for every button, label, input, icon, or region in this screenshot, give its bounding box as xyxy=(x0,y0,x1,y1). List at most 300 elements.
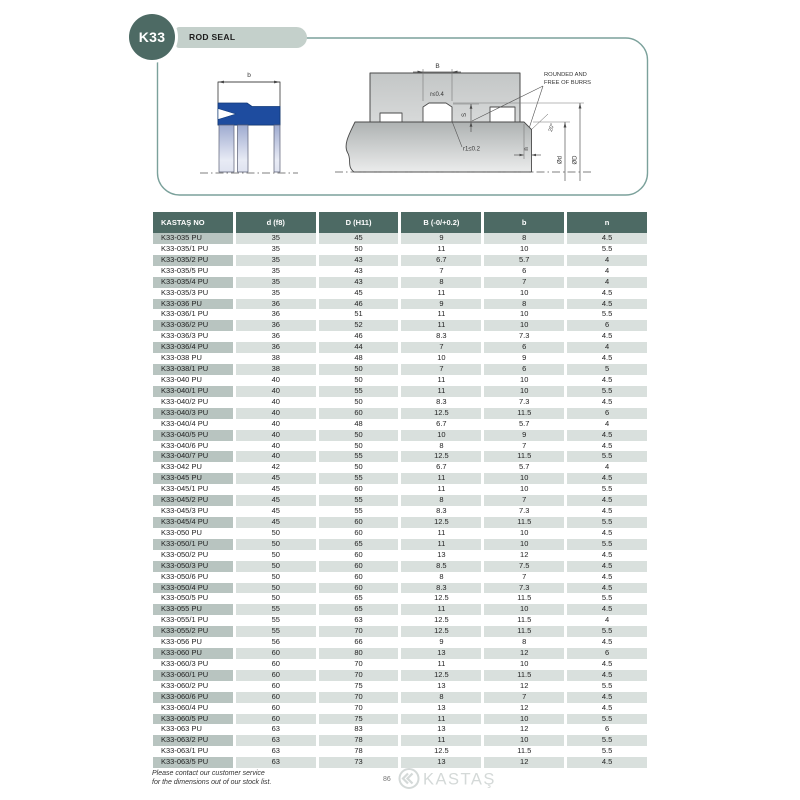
value-cell: 46 xyxy=(319,299,399,310)
value-cell: 9 xyxy=(401,233,481,244)
value-cell: 4.5 xyxy=(567,692,647,703)
part-number-cell: K33-055/2 PU xyxy=(153,626,233,637)
value-cell: 75 xyxy=(354,680,363,690)
value-cell: 13 xyxy=(401,648,481,659)
table-row xyxy=(153,637,647,648)
value-cell: 63 xyxy=(271,724,280,734)
value-cell: 36 xyxy=(271,309,280,319)
value-cell: 7 xyxy=(401,364,481,375)
value-cell: 5.5 xyxy=(567,735,647,746)
value-cell: 70 xyxy=(354,702,363,712)
value-cell: 4 xyxy=(604,462,610,472)
table-row xyxy=(153,528,647,539)
part-number-cell: K33-040/7 PU xyxy=(153,451,233,462)
value-cell: 8 xyxy=(522,637,527,647)
value-cell: 5.5 xyxy=(601,243,613,253)
value-cell: 50 xyxy=(271,593,280,603)
value-cell: 43 xyxy=(354,265,363,275)
value-cell: 11 xyxy=(437,287,446,297)
value-cell: 11 xyxy=(437,243,446,253)
value-cell: 4.5 xyxy=(601,571,613,581)
part-number-cell: K33-036/1 PU xyxy=(161,309,209,319)
value-cell: 70 xyxy=(319,626,399,637)
value-cell: 78 xyxy=(319,735,399,746)
value-cell: 11.5 xyxy=(484,670,564,681)
value-cell: 11.5 xyxy=(484,517,564,528)
value-cell: 8 xyxy=(401,277,481,288)
value-cell: 40 xyxy=(236,430,316,441)
value-cell: 45 xyxy=(271,506,280,516)
value-cell: 43 xyxy=(319,255,399,266)
value-cell: 55 xyxy=(354,506,363,516)
table-row xyxy=(153,495,647,506)
secondary-groove-left xyxy=(380,113,402,122)
value-cell: 7.3 xyxy=(519,396,530,406)
value-cell: 8 xyxy=(401,495,481,506)
table-row xyxy=(153,309,647,320)
value-cell: 50 xyxy=(236,561,316,572)
value-cell: 4.5 xyxy=(601,658,613,668)
table-row xyxy=(153,299,647,310)
value-cell: 40 xyxy=(236,386,316,397)
value-cell: 50 xyxy=(271,549,280,559)
part-number-cell: K33-055/1 PU xyxy=(161,615,209,625)
dim-b-label: b xyxy=(247,72,251,79)
value-cell: 60 xyxy=(354,549,363,559)
value-cell: 60 xyxy=(354,571,363,581)
value-cell: 12.5 xyxy=(401,408,481,419)
part-number-cell: K33-060 PU xyxy=(153,648,233,659)
value-cell: 6 xyxy=(567,648,647,659)
value-cell: 12.5 xyxy=(401,517,481,528)
value-cell: 50 xyxy=(354,374,363,384)
value-cell: 50 xyxy=(271,571,280,581)
value-cell: 42 xyxy=(271,462,280,472)
value-cell: 13 xyxy=(437,680,446,690)
table-row xyxy=(153,419,647,430)
part-number-cell: K33-035/2 PU xyxy=(153,255,233,266)
table-row xyxy=(153,288,647,299)
value-cell: 8 xyxy=(439,440,444,450)
value-cell: 50 xyxy=(354,396,363,406)
rod xyxy=(346,122,531,172)
part-number-cell: K33-056 PU xyxy=(161,637,202,647)
value-cell: 12 xyxy=(520,702,529,712)
value-cell: 48 xyxy=(354,353,363,363)
footer-note-line1: Please contact our customer service xyxy=(152,770,265,777)
value-cell: 4.5 xyxy=(567,670,647,681)
footer-note-line2: for the dimensions out of our stock list. xyxy=(152,778,272,786)
table-row xyxy=(153,233,647,244)
table-row xyxy=(153,735,647,746)
value-cell: 50 xyxy=(236,539,316,550)
value-cell: 12 xyxy=(520,724,529,734)
part-number-cell: K33-063/2 PU xyxy=(153,735,233,746)
value-cell: 10 xyxy=(520,287,529,297)
value-cell: 8.5 xyxy=(401,561,481,572)
value-cell: 12.5 xyxy=(401,626,481,637)
value-cell: 35 xyxy=(271,287,280,297)
table-row xyxy=(153,484,647,495)
value-cell: 45 xyxy=(271,484,280,494)
value-cell: 52 xyxy=(319,320,399,331)
value-cell: 13 xyxy=(401,757,481,768)
table-row xyxy=(153,342,647,353)
table-row xyxy=(153,550,647,561)
dim-rod-diameter-label: Ød xyxy=(557,155,564,165)
value-cell: 45 xyxy=(236,495,316,506)
part-number-cell: K33-038/1 PU xyxy=(153,364,233,375)
chamfer-angle-label: 20° xyxy=(547,122,557,133)
value-cell: 45 xyxy=(236,517,316,528)
table-row xyxy=(153,539,647,550)
value-cell: 5.5 xyxy=(567,386,647,397)
value-cell: 5.5 xyxy=(567,451,647,462)
table-row xyxy=(153,430,647,441)
value-cell: 63 xyxy=(354,615,363,625)
value-cell: 73 xyxy=(319,757,399,768)
value-cell: 11.5 xyxy=(484,626,564,637)
radius-bottom-label: r1≤0.2 xyxy=(463,146,480,153)
value-cell: 7 xyxy=(522,571,527,581)
value-cell: 12 xyxy=(520,549,529,559)
value-cell: 50 xyxy=(354,440,363,450)
table-row xyxy=(153,659,647,670)
value-cell: 13 xyxy=(437,702,446,712)
part-number-cell: K33-063/1 PU xyxy=(161,746,209,756)
value-cell: 10 xyxy=(520,658,529,668)
table-row xyxy=(153,331,647,342)
part-number-cell: K33-035 PU xyxy=(153,233,233,244)
part-number-cell: K33-035/3 PU xyxy=(161,287,209,297)
value-cell: 8 xyxy=(484,299,564,310)
value-cell: 10 xyxy=(520,527,529,537)
value-cell: 7 xyxy=(484,495,564,506)
value-cell: 6 xyxy=(567,408,647,419)
brand-name: KASTAŞ xyxy=(423,770,496,789)
value-cell: 4 xyxy=(567,342,647,353)
dim-S-label: S xyxy=(462,112,468,118)
part-number-cell: K33-045/2 PU xyxy=(153,495,233,506)
value-cell: 80 xyxy=(319,648,399,659)
value-cell: 5.7 xyxy=(519,462,530,472)
part-number-cell: K33-035/5 PU xyxy=(161,265,209,275)
value-cell: 51 xyxy=(354,309,363,319)
table-row xyxy=(153,451,647,462)
value-cell: 4.5 xyxy=(567,583,647,594)
value-cell: 5 xyxy=(567,364,647,375)
part-number-cell: K33-050/6 PU xyxy=(161,571,209,581)
value-cell: 55 xyxy=(319,386,399,397)
value-cell: 7.3 xyxy=(519,331,530,341)
burrs-note-line2: FREE OF BURRS xyxy=(544,80,592,86)
part-number-cell: K33-050/4 PU xyxy=(153,583,233,594)
brand-logo xyxy=(397,765,496,792)
value-cell: 12 xyxy=(484,757,564,768)
value-cell: 6 xyxy=(567,320,647,331)
value-cell: 63 xyxy=(236,757,316,768)
value-cell: 55 xyxy=(319,451,399,462)
value-cell: 4.5 xyxy=(567,430,647,441)
seal-groove xyxy=(423,103,452,122)
value-cell: 8 xyxy=(401,692,481,703)
value-cell: 36 xyxy=(271,331,280,341)
value-cell: 55 xyxy=(236,626,316,637)
value-cell: 60 xyxy=(319,561,399,572)
table-row xyxy=(153,714,647,725)
value-cell: 50 xyxy=(319,430,399,441)
part-number-cell: K33-035/1 PU xyxy=(161,243,209,253)
table-row xyxy=(153,473,647,484)
value-cell: 9 xyxy=(484,430,564,441)
table-row xyxy=(153,506,647,517)
value-cell: 12.5 xyxy=(401,670,481,681)
table-row xyxy=(153,681,647,692)
value-cell: 11.5 xyxy=(484,408,564,419)
value-cell: 4.5 xyxy=(601,440,613,450)
value-cell: 11 xyxy=(437,527,446,537)
part-number-cell: K33-040/1 PU xyxy=(153,386,233,397)
value-cell: 38 xyxy=(236,364,316,375)
value-cell: 11 xyxy=(401,539,481,550)
value-cell: 9 xyxy=(522,353,527,363)
part-number-cell: K33-040/2 PU xyxy=(161,396,209,406)
value-cell: 9 xyxy=(439,637,444,647)
value-cell: 65 xyxy=(319,604,399,615)
column-header-2: D (H11) xyxy=(319,212,399,233)
value-cell: 50 xyxy=(271,527,280,537)
part-number-cell: K33-060/3 PU xyxy=(161,658,209,668)
value-cell: 5.5 xyxy=(567,539,647,550)
value-cell: 4.5 xyxy=(601,396,613,406)
value-cell: 35 xyxy=(236,233,316,244)
value-cell: 6 xyxy=(484,342,564,353)
value-cell: 4 xyxy=(567,255,647,266)
table-row xyxy=(153,441,647,452)
value-cell: 50 xyxy=(319,364,399,375)
part-number-cell: K33-050/3 PU xyxy=(153,561,233,572)
value-cell: 13 xyxy=(437,549,446,559)
part-number-cell: K33-060/2 PU xyxy=(161,680,209,690)
table-row xyxy=(153,615,647,626)
dim-B-label: B xyxy=(435,63,440,70)
table-header-row xyxy=(153,212,647,233)
value-cell: 40 xyxy=(236,408,316,419)
part-number-cell: K33-050 PU xyxy=(161,527,202,537)
value-cell: 45 xyxy=(236,473,316,484)
value-cell: 70 xyxy=(319,692,399,703)
value-cell: 6.7 xyxy=(436,462,447,472)
part-number-cell: K33-040/3 PU xyxy=(153,408,233,419)
value-cell: 10 xyxy=(437,353,446,363)
value-cell: 6 xyxy=(522,265,527,275)
value-cell: 10 xyxy=(520,309,529,319)
value-cell: 5.5 xyxy=(601,309,613,319)
value-cell: 11 xyxy=(401,604,481,615)
value-cell: 11 xyxy=(401,714,481,725)
series-badge: K33 xyxy=(129,14,175,60)
table-row xyxy=(153,561,647,572)
part-number-cell: K33-035/4 PU xyxy=(153,277,233,288)
value-cell: 10 xyxy=(520,484,529,494)
installation-diagram xyxy=(335,63,593,181)
value-cell: 55 xyxy=(319,473,399,484)
table-row xyxy=(153,353,647,364)
value-cell: 4 xyxy=(604,418,610,428)
table-row xyxy=(153,593,647,604)
table-row xyxy=(153,604,647,615)
column-header-0: KASTAŞ NO xyxy=(153,212,233,233)
part-number-cell: K33-063/5 PU xyxy=(153,757,233,768)
part-number-cell: K33-036/4 PU xyxy=(153,342,233,353)
part-number-cell: K33-040 PU xyxy=(161,374,202,384)
value-cell: 7 xyxy=(484,277,564,288)
value-cell: 36 xyxy=(236,342,316,353)
value-cell: 4.5 xyxy=(567,757,647,768)
table-row xyxy=(153,648,647,659)
value-cell: 4.5 xyxy=(601,331,613,341)
value-cell: 4 xyxy=(604,615,610,625)
value-cell: 8.3 xyxy=(436,396,447,406)
value-cell: 50 xyxy=(354,243,363,253)
part-number-cell: K33-038 PU xyxy=(161,353,202,363)
table-row xyxy=(153,583,647,594)
value-cell: 35 xyxy=(271,265,280,275)
dim-n-label: n xyxy=(523,147,530,151)
value-cell: 11 xyxy=(401,386,481,397)
part-number-cell: K33-040/4 PU xyxy=(161,418,209,428)
value-cell: 6 xyxy=(484,364,564,375)
value-cell: 55 xyxy=(236,604,316,615)
value-cell: 4.5 xyxy=(601,637,613,647)
value-cell: 35 xyxy=(271,243,280,253)
value-cell: 11 xyxy=(401,473,481,484)
value-cell: 5.5 xyxy=(567,626,647,637)
footer-note xyxy=(152,770,271,787)
value-cell: 4.5 xyxy=(567,233,647,244)
value-cell: 7 xyxy=(439,265,444,275)
value-cell: 11.5 xyxy=(517,593,532,603)
table-row xyxy=(153,670,647,681)
part-number-cell: K33-050/5 PU xyxy=(161,593,209,603)
value-cell: 40 xyxy=(271,440,280,450)
value-cell: 10 xyxy=(484,320,564,331)
value-cell: 60 xyxy=(271,680,280,690)
value-cell: 4.5 xyxy=(567,561,647,572)
value-cell: 83 xyxy=(354,724,363,734)
part-number-cell: K33-045/1 PU xyxy=(161,484,209,494)
value-cell: 45 xyxy=(354,287,363,297)
value-cell: 10 xyxy=(484,386,564,397)
part-number-cell: K33-060/4 PU xyxy=(161,702,209,712)
part-number-cell: K33-050/1 PU xyxy=(153,539,233,550)
page-title: ROD SEAL xyxy=(176,27,307,48)
value-cell: 8.3 xyxy=(436,331,447,341)
value-cell: 7.3 xyxy=(519,506,530,516)
value-cell: 60 xyxy=(319,408,399,419)
value-cell: 8 xyxy=(484,233,564,244)
value-cell: 36 xyxy=(236,299,316,310)
value-cell: 5.5 xyxy=(567,714,647,725)
part-number-cell: K33-040/5 PU xyxy=(153,430,233,441)
table-row xyxy=(153,517,647,528)
value-cell: 5.5 xyxy=(601,746,613,756)
value-cell: 60 xyxy=(319,583,399,594)
seal-cross-section-diagram xyxy=(200,72,298,173)
value-cell: 11 xyxy=(437,658,446,668)
table-row xyxy=(153,386,647,397)
table-row xyxy=(153,255,647,266)
value-cell: 12.5 xyxy=(401,451,481,462)
column-header-5: n xyxy=(567,212,647,233)
value-cell: 66 xyxy=(354,637,363,647)
value-cell: 46 xyxy=(354,331,363,341)
value-cell: 40 xyxy=(271,418,280,428)
value-cell: 40 xyxy=(271,396,280,406)
value-cell: 5.5 xyxy=(567,517,647,528)
value-cell: 75 xyxy=(319,714,399,725)
value-cell: 4.5 xyxy=(567,299,647,310)
part-number-cell: K33-045/4 PU xyxy=(153,517,233,528)
table-row xyxy=(153,462,647,473)
burrs-note-line1: ROUNDED AND xyxy=(544,72,587,78)
value-cell: 7 xyxy=(522,440,527,450)
value-cell: 10 xyxy=(484,473,564,484)
value-cell: 5.5 xyxy=(601,680,613,690)
value-cell: 60 xyxy=(319,517,399,528)
value-cell: 7.5 xyxy=(484,561,564,572)
value-cell: 60 xyxy=(354,527,363,537)
value-cell: 10 xyxy=(484,735,564,746)
value-cell: 4.5 xyxy=(601,506,613,516)
radius-top-label: r≤0.4 xyxy=(430,92,444,98)
table-body xyxy=(153,233,647,768)
value-cell: 6 xyxy=(604,724,610,734)
value-cell: 8.3 xyxy=(401,583,481,594)
value-cell: 5.7 xyxy=(484,255,564,266)
value-cell: 10 xyxy=(484,539,564,550)
value-cell: 7.3 xyxy=(484,583,564,594)
value-cell: 4.5 xyxy=(567,495,647,506)
page-number: 86 xyxy=(383,776,391,783)
value-cell: 5.7 xyxy=(519,418,530,428)
value-cell: 4.5 xyxy=(601,527,613,537)
part-number-cell: K33-036/2 PU xyxy=(153,320,233,331)
value-cell: 50 xyxy=(236,583,316,594)
value-cell: 60 xyxy=(236,670,316,681)
value-cell: 5.5 xyxy=(601,593,613,603)
part-number-cell: K33-045/3 PU xyxy=(161,506,209,516)
table-row xyxy=(153,364,647,375)
value-cell: 11 xyxy=(437,309,446,319)
value-cell: 11.5 xyxy=(517,746,532,756)
value-cell: 12 xyxy=(484,648,564,659)
value-cell: 38 xyxy=(271,353,280,363)
part-number-cell: K33-060/5 PU xyxy=(153,714,233,725)
value-cell: 11 xyxy=(401,320,481,331)
dim-bore-diameter-label: ØD xyxy=(572,155,579,165)
value-cell: 35 xyxy=(236,277,316,288)
value-cell: 8.3 xyxy=(436,506,447,516)
table-row xyxy=(153,244,647,255)
column-header-1: d (f8) xyxy=(236,212,316,233)
value-cell: 11.5 xyxy=(484,451,564,462)
value-cell: 11.5 xyxy=(517,615,532,625)
part-number-cell: K33-040/6 PU xyxy=(161,440,209,450)
value-cell: 4 xyxy=(604,265,610,275)
table-row xyxy=(153,397,647,408)
value-cell: 65 xyxy=(319,539,399,550)
